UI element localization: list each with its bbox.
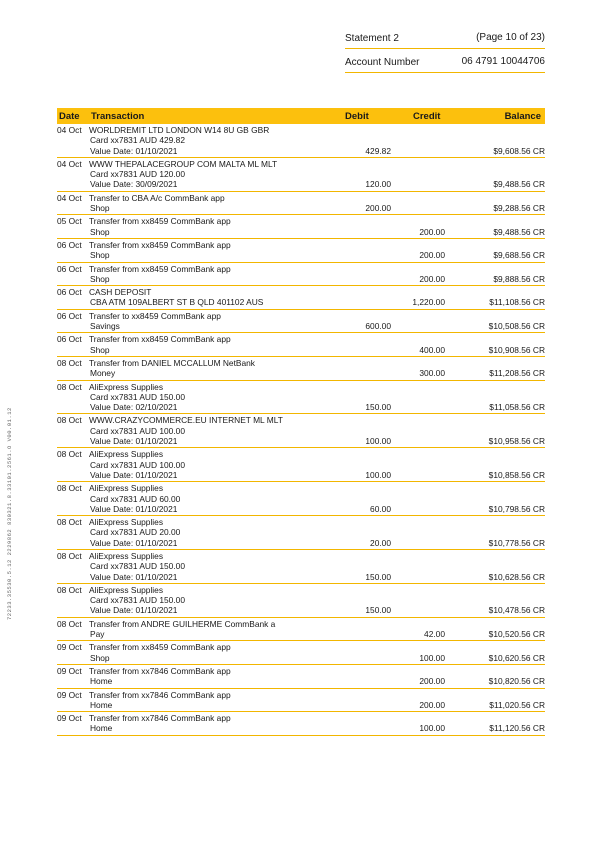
account-number-label: Account Number [345, 57, 420, 68]
row-debit: 150.00 [365, 605, 391, 616]
row-balance: $11,020.56 CR [489, 699, 545, 710]
row-debit: 429.82 [365, 145, 391, 156]
row-credit: 400.00 [419, 344, 445, 355]
row-balance: $10,508.56 CR [488, 321, 545, 332]
table-row [57, 712, 545, 736]
table-row [57, 310, 545, 334]
transaction-detail: Card xx7831 AUD 150.00 [90, 595, 185, 606]
side-reference-code: 72233.35530.5.12 2229862 830321.8.33101.2561.O V00.01.12 [6, 407, 13, 620]
row-date: 05 Oct [57, 216, 82, 227]
row-date: 08 Oct [57, 483, 82, 494]
table-row [57, 333, 545, 357]
row-debit: 200.00 [365, 203, 391, 214]
transaction-detail: Value Date: 30/09/2021 [90, 179, 178, 190]
row-date: 04 Oct [57, 158, 82, 169]
transaction-description: Transfer to xx8459 CommBank app [89, 310, 221, 321]
row-date: 08 Oct [57, 584, 82, 595]
row-balance: $10,628.56 CR [488, 571, 545, 582]
row-credit: 200.00 [419, 250, 445, 261]
transaction-description: WWW THEPALACEGROUP COM MALTA ML MLT [89, 158, 278, 169]
row-balance: $9,608.56 CR [493, 145, 545, 156]
column-header-credit: Credit [413, 111, 441, 122]
row-debit: 100.00 [365, 436, 391, 447]
row-date: 06 Oct [57, 239, 82, 250]
transaction-detail: Card xx7831 AUD 100.00 [90, 425, 185, 436]
transaction-detail: Value Date: 01/10/2021 [90, 537, 178, 548]
transaction-description: Transfer to CBA A/c CommBank app [89, 192, 225, 203]
row-credit: 200.00 [419, 226, 445, 237]
table-row [57, 124, 545, 158]
table-row [57, 192, 545, 216]
row-credit: 200.00 [419, 699, 445, 710]
transaction-description: WORLDREMIT LTD LONDON W14 8U GB GBR [89, 125, 270, 135]
row-debit: 120.00 [365, 179, 391, 190]
row-balance: $11,120.56 CR [489, 723, 545, 734]
row-debit: 600.00 [365, 321, 391, 332]
transaction-detail: Shop [90, 203, 110, 214]
transaction-detail: Shop [90, 652, 110, 663]
transaction-description: AliExpress Supplies [89, 483, 164, 494]
table-row [57, 618, 545, 642]
row-date: 06 Oct [57, 310, 82, 321]
row-balance: $10,858.56 CR [488, 469, 545, 480]
transaction-detail: Value Date: 01/10/2021 [90, 469, 178, 480]
row-credit: 1,220.00 [412, 297, 445, 308]
row-date: 09 Oct [57, 642, 82, 653]
transaction-description: Transfer from DANIEL MCCALLUM NetBank [89, 357, 255, 368]
row-credit: 100.00 [419, 723, 445, 734]
row-balance: $11,208.56 CR [489, 368, 545, 379]
transaction-detail: Value Date: 01/10/2021 [90, 145, 178, 156]
statement-info-row [345, 30, 545, 49]
row-date: 09 Oct [57, 713, 82, 724]
table-row [57, 550, 545, 584]
row-balance: $10,958.56 CR [488, 436, 545, 447]
row-date: 08 Oct [57, 381, 82, 392]
account-number-row [345, 54, 545, 73]
transaction-description: Transfer from xx8459 CommBank app [89, 239, 231, 250]
row-date: 06 Oct [57, 263, 82, 274]
transaction-detail: Pay [90, 629, 105, 640]
row-credit: 200.00 [419, 676, 445, 687]
transaction-description: CASH DEPOSIT [89, 287, 152, 298]
transaction-description: Transfer from xx8459 CommBank app [89, 642, 231, 653]
transaction-detail: Shop [90, 273, 110, 284]
row-balance: $10,798.56 CR [488, 503, 545, 514]
table-row [57, 641, 545, 665]
transaction-description: AliExpress Supplies [89, 381, 164, 392]
row-balance: $10,520.56 CR [488, 629, 545, 640]
table-row [57, 286, 545, 310]
transaction-description: Transfer from xx8459 CommBank app [89, 216, 231, 227]
row-balance: $11,108.56 CR [489, 297, 545, 308]
row-debit: 60.00 [370, 503, 391, 514]
transaction-detail: Home [90, 676, 113, 687]
row-credit: 42.00 [424, 629, 445, 640]
transaction-detail: Card xx7831 AUD 120.00 [90, 169, 185, 180]
row-date: 04 Oct [57, 192, 82, 203]
transaction-detail: Card xx7831 AUD 150.00 [90, 391, 185, 402]
transaction-detail: Card xx7831 AUD 429.82 [90, 135, 185, 146]
transaction-detail: Card xx7831 AUD 60.00 [90, 493, 181, 504]
transactions-table [57, 108, 545, 736]
table-row [57, 263, 545, 287]
row-balance: $9,888.56 CR [493, 273, 545, 284]
page-info: (Page 10 of 23) [476, 32, 545, 43]
row-date: 08 Oct [57, 550, 82, 561]
transaction-detail: CBA ATM 109ALBERT ST B QLD 401102 AUS [90, 297, 264, 308]
table-row [57, 516, 545, 550]
transaction-description: Transfer from xx7846 CommBank app [89, 665, 231, 676]
row-credit: 100.00 [419, 652, 445, 663]
transaction-detail: Value Date: 01/10/2021 [90, 436, 178, 447]
row-date: 09 Oct [57, 665, 82, 676]
transaction-detail: Card xx7831 AUD 100.00 [90, 459, 185, 470]
row-debit: 150.00 [365, 402, 391, 413]
statement-label: Statement 2 [345, 33, 399, 44]
row-balance: $10,820.56 CR [488, 676, 545, 687]
row-balance: $9,488.56 CR [493, 179, 545, 190]
row-balance: $10,478.56 CR [488, 605, 545, 616]
transaction-description: Transfer from xx8459 CommBank app [89, 334, 231, 345]
transaction-detail: Value Date: 01/10/2021 [90, 571, 178, 582]
row-date: 08 Oct [57, 449, 82, 460]
row-balance: $9,688.56 CR [493, 250, 545, 261]
row-debit: 20.00 [370, 537, 391, 548]
table-body [57, 124, 545, 736]
row-date: 06 Oct [57, 287, 82, 298]
row-balance: $9,488.56 CR [493, 226, 545, 237]
row-balance: $9,288.56 CR [493, 203, 545, 214]
transaction-description: Transfer from xx7846 CommBank app [89, 689, 231, 700]
row-debit: 150.00 [365, 571, 391, 582]
transaction-detail: Shop [90, 250, 110, 261]
row-credit: 300.00 [419, 368, 445, 379]
transaction-detail: Home [90, 699, 113, 710]
transaction-description: Transfer from ANDRE GUILHERME CommBank a [89, 618, 276, 629]
transaction-description: Transfer from xx8459 CommBank app [89, 263, 231, 274]
table-row [57, 665, 545, 689]
table-row [57, 584, 545, 618]
table-row [57, 482, 545, 516]
row-balance: $10,620.56 CR [488, 652, 545, 663]
table-row [57, 239, 545, 263]
transaction-description: AliExpress Supplies [89, 517, 164, 528]
table-row [57, 381, 545, 415]
transaction-detail: Money [90, 368, 116, 379]
column-header-transaction: Transaction [91, 111, 145, 122]
transaction-detail: Savings [90, 321, 120, 332]
row-credit: 200.00 [419, 273, 445, 284]
transaction-description: AliExpress Supplies [89, 550, 164, 561]
table-row [57, 158, 545, 192]
table-row [57, 414, 545, 448]
transaction-detail: Card xx7831 AUD 150.00 [90, 561, 185, 572]
row-date: 08 Oct [57, 618, 82, 629]
table-row [57, 215, 545, 239]
transaction-detail: Value Date: 01/10/2021 [90, 605, 178, 616]
row-date: 06 Oct [57, 334, 82, 345]
transaction-description: Transfer from xx7846 CommBank app [89, 713, 231, 724]
column-header-balance: Balance [504, 111, 541, 122]
row-date: 09 Oct [57, 689, 82, 700]
row-date: 04 Oct [57, 125, 82, 135]
transaction-detail: Card xx7831 AUD 20.00 [90, 527, 181, 538]
transaction-description: AliExpress Supplies [89, 449, 164, 460]
table-header [57, 108, 545, 124]
transaction-detail: Shop [90, 226, 110, 237]
row-date: 08 Oct [57, 357, 82, 368]
table-row [57, 357, 545, 381]
transaction-description: AliExpress Supplies [89, 584, 164, 595]
transaction-detail: Home [90, 723, 113, 734]
row-balance: $10,778.56 CR [488, 537, 545, 548]
transaction-description: WWW.CRAZYCOMMERCE.EU INTERNET ML MLT [89, 415, 283, 426]
column-header-debit: Debit [345, 111, 369, 122]
transaction-detail: Value Date: 01/10/2021 [90, 503, 178, 514]
table-row [57, 689, 545, 713]
row-date: 08 Oct [57, 415, 82, 426]
column-header-date: Date [59, 111, 80, 122]
transaction-detail: Shop [90, 344, 110, 355]
row-balance: $11,058.56 CR [489, 402, 545, 413]
row-balance: $10,908.56 CR [488, 344, 545, 355]
row-date: 08 Oct [57, 517, 82, 528]
transaction-detail: Value Date: 02/10/2021 [90, 402, 178, 413]
account-number-value: 06 4791 10044706 [461, 56, 545, 67]
row-debit: 100.00 [365, 469, 391, 480]
table-row [57, 448, 545, 482]
